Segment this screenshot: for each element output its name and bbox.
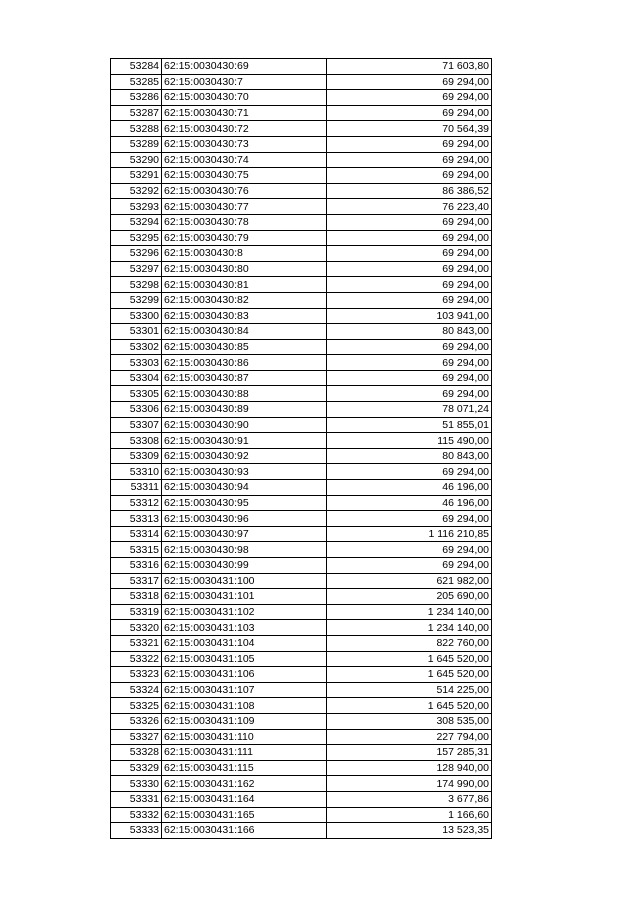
cadastral-number-cell: 62:15:0030430:72 [162,121,327,137]
cadastral-number-cell: 62:15:0030430:75 [162,168,327,184]
table-row [111,136,492,152]
value-cell: 128 940,00 [327,760,492,776]
cadastral-number-cell: 62:15:0030431:162 [162,776,327,792]
cadastral-number-cell: 62:15:0030430:90 [162,417,327,433]
table-row [111,152,492,168]
value-cell: 1 645 520,00 [327,698,492,714]
value-cell: 227 794,00 [327,729,492,745]
row-id-cell: 53329 [111,760,162,776]
cadastral-number-cell: 62:15:0030430:96 [162,511,327,527]
row-id-cell: 53330 [111,776,162,792]
table-row [111,589,492,605]
value-cell: 1 645 520,00 [327,651,492,667]
table-row [111,823,492,839]
value-cell: 69 294,00 [327,339,492,355]
row-id-cell: 53289 [111,136,162,152]
table-row [111,183,492,199]
table-row [111,620,492,636]
value-cell: 103 941,00 [327,308,492,324]
table-row [111,526,492,542]
table-row [111,604,492,620]
table-row [111,480,492,496]
row-id-cell: 53323 [111,667,162,683]
cadastral-number-cell: 62:15:0030431:103 [162,620,327,636]
cadastral-number-cell: 62:15:0030430:97 [162,526,327,542]
cadastral-number-cell: 62:15:0030431:100 [162,573,327,589]
row-id-cell: 53332 [111,807,162,823]
cadastral-number-cell: 62:15:0030430:74 [162,152,327,168]
value-cell: 80 843,00 [327,324,492,340]
row-id-cell: 53297 [111,261,162,277]
row-id-cell: 53321 [111,635,162,651]
value-cell: 621 982,00 [327,573,492,589]
table-row [111,760,492,776]
row-id-cell: 53299 [111,292,162,308]
value-cell: 822 760,00 [327,635,492,651]
row-id-cell: 53290 [111,152,162,168]
cadastral-number-cell: 62:15:0030431:164 [162,791,327,807]
row-id-cell: 53331 [111,791,162,807]
data-table [110,58,492,839]
table-row [111,277,492,293]
table-row [111,807,492,823]
row-id-cell: 53325 [111,698,162,714]
table-row [111,667,492,683]
table-row [111,402,492,418]
table-row [111,651,492,667]
cadastral-number-cell: 62:15:0030431:105 [162,651,327,667]
table-row [111,511,492,527]
table-row [111,495,492,511]
table-row [111,573,492,589]
table-body [111,59,492,839]
cadastral-number-cell: 62:15:0030431:115 [162,760,327,776]
row-id-cell: 53324 [111,682,162,698]
cadastral-number-cell: 62:15:0030430:83 [162,308,327,324]
row-id-cell: 53303 [111,355,162,371]
table-row [111,168,492,184]
value-cell: 115 490,00 [327,433,492,449]
row-id-cell: 53293 [111,199,162,215]
cadastral-number-cell: 62:15:0030431:106 [162,667,327,683]
value-cell: 46 196,00 [327,480,492,496]
cadastral-number-cell: 62:15:0030430:76 [162,183,327,199]
table-row [111,246,492,262]
value-cell: 69 294,00 [327,292,492,308]
cadastral-number-cell: 62:15:0030430:79 [162,230,327,246]
table-row [111,121,492,137]
row-id-cell: 53313 [111,511,162,527]
cadastral-number-cell: 62:15:0030431:102 [162,604,327,620]
cadastral-number-cell: 62:15:0030430:8 [162,246,327,262]
cadastral-number-cell: 62:15:0030431:166 [162,823,327,839]
table-row [111,713,492,729]
cadastral-number-cell: 62:15:0030430:80 [162,261,327,277]
value-cell: 1 645 520,00 [327,667,492,683]
value-cell: 308 535,00 [327,713,492,729]
cadastral-number-cell: 62:15:0030431:101 [162,589,327,605]
row-id-cell: 53291 [111,168,162,184]
row-id-cell: 53309 [111,448,162,464]
cadastral-number-cell: 62:15:0030430:69 [162,59,327,75]
cadastral-number-cell: 62:15:0030431:110 [162,729,327,745]
table-row [111,292,492,308]
cadastral-number-cell: 62:15:0030430:91 [162,433,327,449]
row-id-cell: 53288 [111,121,162,137]
row-id-cell: 53292 [111,183,162,199]
row-id-cell: 53298 [111,277,162,293]
row-id-cell: 53314 [111,526,162,542]
cadastral-number-cell: 62:15:0030430:89 [162,402,327,418]
row-id-cell: 53304 [111,370,162,386]
table-row [111,261,492,277]
cadastral-number-cell: 62:15:0030430:73 [162,136,327,152]
value-cell: 69 294,00 [327,90,492,106]
row-id-cell: 53326 [111,713,162,729]
row-id-cell: 53316 [111,558,162,574]
table-row [111,433,492,449]
row-id-cell: 53333 [111,823,162,839]
value-cell: 71 603,80 [327,59,492,75]
value-cell: 205 690,00 [327,589,492,605]
table-row [111,199,492,215]
value-cell: 86 386,52 [327,183,492,199]
table-row [111,745,492,761]
cadastral-number-cell: 62:15:0030430:94 [162,480,327,496]
row-id-cell: 53285 [111,74,162,90]
value-cell: 80 843,00 [327,448,492,464]
table-row [111,370,492,386]
row-id-cell: 53328 [111,745,162,761]
cadastral-number-cell: 62:15:0030430:81 [162,277,327,293]
table-row [111,791,492,807]
table-row [111,214,492,230]
value-cell: 69 294,00 [327,464,492,480]
value-cell: 69 294,00 [327,214,492,230]
value-cell: 76 223,40 [327,199,492,215]
value-cell: 46 196,00 [327,495,492,511]
table-row [111,230,492,246]
value-cell: 69 294,00 [327,277,492,293]
cadastral-number-cell: 62:15:0030430:84 [162,324,327,340]
cadastral-number-cell: 62:15:0030431:104 [162,635,327,651]
table-row [111,698,492,714]
value-cell: 69 294,00 [327,168,492,184]
row-id-cell: 53301 [111,324,162,340]
cadastral-number-cell: 62:15:0030430:85 [162,339,327,355]
value-cell: 3 677,86 [327,791,492,807]
value-cell: 78 071,24 [327,402,492,418]
row-id-cell: 53295 [111,230,162,246]
value-cell: 51 855,01 [327,417,492,433]
table-row [111,448,492,464]
table-row [111,464,492,480]
cadastral-number-cell: 62:15:0030430:98 [162,542,327,558]
value-cell: 1 116 210,85 [327,526,492,542]
table-row [111,339,492,355]
table-row [111,74,492,90]
cadastral-number-cell: 62:15:0030430:99 [162,558,327,574]
row-id-cell: 53308 [111,433,162,449]
row-id-cell: 53307 [111,417,162,433]
value-cell: 69 294,00 [327,136,492,152]
table-row [111,105,492,121]
cadastral-number-cell: 62:15:0030430:7 [162,74,327,90]
value-cell: 69 294,00 [327,511,492,527]
value-cell: 69 294,00 [327,74,492,90]
table-row [111,776,492,792]
cadastral-number-cell: 62:15:0030430:88 [162,386,327,402]
table-row [111,355,492,371]
cadastral-number-cell: 62:15:0030431:108 [162,698,327,714]
cadastral-number-cell: 62:15:0030431:109 [162,713,327,729]
value-cell: 69 294,00 [327,261,492,277]
cadastral-number-cell: 62:15:0030431:165 [162,807,327,823]
cadastral-number-cell: 62:15:0030430:95 [162,495,327,511]
value-cell: 69 294,00 [327,542,492,558]
cadastral-number-cell: 62:15:0030430:70 [162,90,327,106]
cadastral-number-cell: 62:15:0030431:107 [162,682,327,698]
table-row [111,558,492,574]
row-id-cell: 53286 [111,90,162,106]
row-id-cell: 53317 [111,573,162,589]
value-cell: 70 564,39 [327,121,492,137]
table-row [111,59,492,75]
table-row [111,635,492,651]
cadastral-number-cell: 62:15:0030430:78 [162,214,327,230]
table-row [111,90,492,106]
row-id-cell: 53315 [111,542,162,558]
row-id-cell: 53296 [111,246,162,262]
value-cell: 174 990,00 [327,776,492,792]
row-id-cell: 53305 [111,386,162,402]
table-row [111,386,492,402]
value-cell: 13 523,35 [327,823,492,839]
table-row [111,729,492,745]
value-cell: 69 294,00 [327,558,492,574]
table-row [111,324,492,340]
value-cell: 69 294,00 [327,386,492,402]
cadastral-number-cell: 62:15:0030430:87 [162,370,327,386]
value-cell: 1 234 140,00 [327,620,492,636]
row-id-cell: 53312 [111,495,162,511]
cadastral-number-cell: 62:15:0030430:71 [162,105,327,121]
value-cell: 514 225,00 [327,682,492,698]
table-row [111,682,492,698]
value-cell: 1 166,60 [327,807,492,823]
cadastral-number-cell: 62:15:0030430:86 [162,355,327,371]
value-cell: 69 294,00 [327,370,492,386]
cadastral-number-cell: 62:15:0030430:93 [162,464,327,480]
value-cell: 69 294,00 [327,355,492,371]
value-cell: 69 294,00 [327,230,492,246]
row-id-cell: 53327 [111,729,162,745]
row-id-cell: 53302 [111,339,162,355]
row-id-cell: 53319 [111,604,162,620]
row-id-cell: 53306 [111,402,162,418]
table-row [111,308,492,324]
row-id-cell: 53300 [111,308,162,324]
table-row [111,542,492,558]
cadastral-number-cell: 62:15:0030430:92 [162,448,327,464]
value-cell: 1 234 140,00 [327,604,492,620]
row-id-cell: 53311 [111,480,162,496]
value-cell: 157 285,31 [327,745,492,761]
value-cell: 69 294,00 [327,246,492,262]
row-id-cell: 53318 [111,589,162,605]
row-id-cell: 53310 [111,464,162,480]
cadastral-number-cell: 62:15:0030431:111 [162,745,327,761]
row-id-cell: 53287 [111,105,162,121]
cadastral-number-cell: 62:15:0030430:77 [162,199,327,215]
row-id-cell: 53284 [111,59,162,75]
table-row [111,417,492,433]
value-cell: 69 294,00 [327,105,492,121]
row-id-cell: 53322 [111,651,162,667]
row-id-cell: 53320 [111,620,162,636]
row-id-cell: 53294 [111,214,162,230]
value-cell: 69 294,00 [327,152,492,168]
cadastral-number-cell: 62:15:0030430:82 [162,292,327,308]
